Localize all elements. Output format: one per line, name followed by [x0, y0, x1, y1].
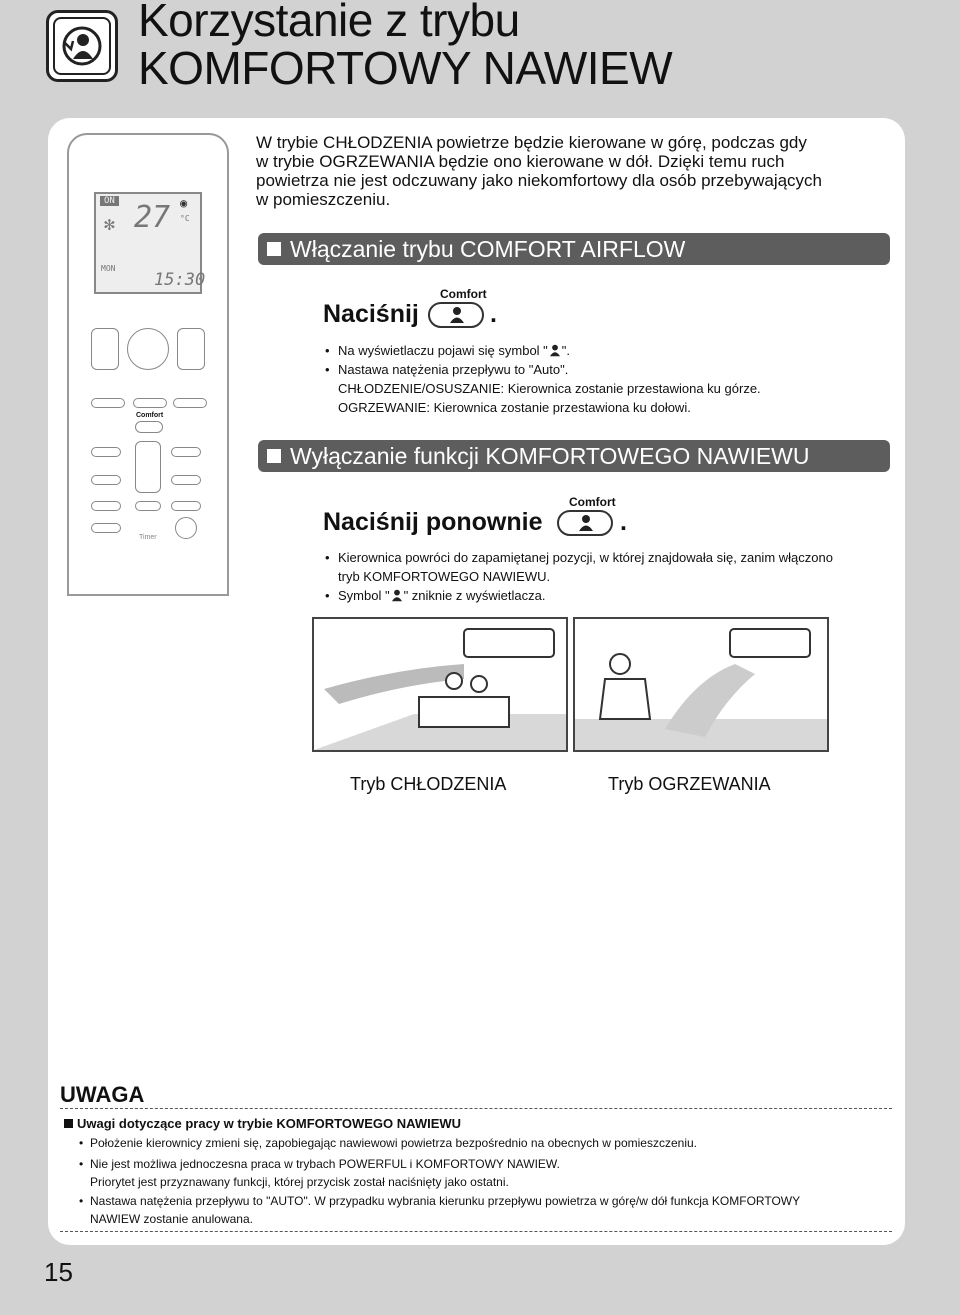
list-item-continuation: Priorytet jest przyznawany funkcji, której przycisk został naciśnięty jako ostatni.	[90, 1175, 509, 1189]
comfort-airflow-icon	[46, 10, 118, 82]
note-cooling: CHŁODZENIE/OSUSZANIE: Kierownica zostanie przestawiona ku górze.	[338, 381, 761, 396]
list-item: • Nie jest możliwa jednoczesna praca w trybach POWERFUL i KOMFORTOWY NAWIEW.	[79, 1157, 560, 1171]
list-item: • Na wyświetlaczu pojawi się symbol " ".	[325, 343, 571, 358]
page-title: Korzystanie z trybu KOMFORTOWY NAWIEW	[138, 0, 673, 94]
heating-caption: Tryb OGRZEWANIA	[608, 774, 771, 794]
note-subheading: Uwagi dotyczące pracy w trybie KOMFORTOWEGO NAWIEWU	[64, 1116, 461, 1131]
remote-control-illustration: ON ✻ 27 °C ◉ MON 15:30 Comfort Timer	[67, 133, 229, 596]
divider	[60, 1108, 892, 1109]
list-item: • Nastawa natężenia przepływu to "AUTO". W przypadku wybrania kierunku przepływu powietrza w górę/w dół funkcja KOMFORTOWY	[79, 1194, 801, 1208]
heating-mode-illustration	[573, 617, 829, 752]
section-heading-off: Wyłączanie funkcji KOMFORTOWEGO NAWIEWU	[258, 440, 890, 472]
intro-text: W trybie CHŁODZENIA powietrze będzie kierowane w górę, podczas gdy w trybie OGRZEWANIA będzie ono kierowane w dół. Dzięki temu ruch powietrza nie jest odczuwany jako niekomfortowy dla osób przebywających w pomieszczeniu.	[256, 133, 823, 209]
section-heading-on: Włączanie trybu COMFORT AIRFLOW	[258, 233, 890, 265]
press-again-instruction: Naciśnij ponownie	[323, 508, 543, 536]
list-item: • Symbol " " zniknie z wyświetlacza.	[325, 588, 546, 603]
comfort-button-label: Comfort	[569, 495, 616, 509]
press-instruction: Naciśnij	[323, 300, 419, 328]
list-item: • Położenie kierownicy zmieni się, zapobiegając nawiewowi powietrza bezpośrednio na obecnych w pomieszczeniu.	[79, 1136, 697, 1150]
page-number: 15	[44, 1257, 73, 1287]
comfort-button	[557, 510, 613, 536]
comfort-button-label: Comfort	[440, 287, 487, 301]
note-heating: OGRZEWANIE: Kierownica zostanie przestawiona ku dołowi.	[338, 400, 691, 415]
list-item-continuation: NAWIEW zostanie anulowana.	[90, 1212, 253, 1226]
cooling-caption: Tryb CHŁODZENIA	[350, 774, 507, 794]
divider	[60, 1231, 892, 1232]
note-heading: UWAGA	[60, 1082, 145, 1107]
list-item: • Kierownica powróci do zapamiętanej pozycji, w której znajdowała się, zanim włączono	[325, 550, 833, 565]
remote-display: ON ✻ 27 °C ◉ MON 15:30	[94, 192, 202, 294]
list-item: • Nastawa natężenia przepływu to "Auto".	[325, 362, 569, 377]
cooling-mode-illustration	[312, 617, 568, 752]
comfort-button	[428, 302, 484, 328]
list-item-continuation: tryb KOMFORTOWEGO NAWIEWU.	[338, 569, 551, 584]
